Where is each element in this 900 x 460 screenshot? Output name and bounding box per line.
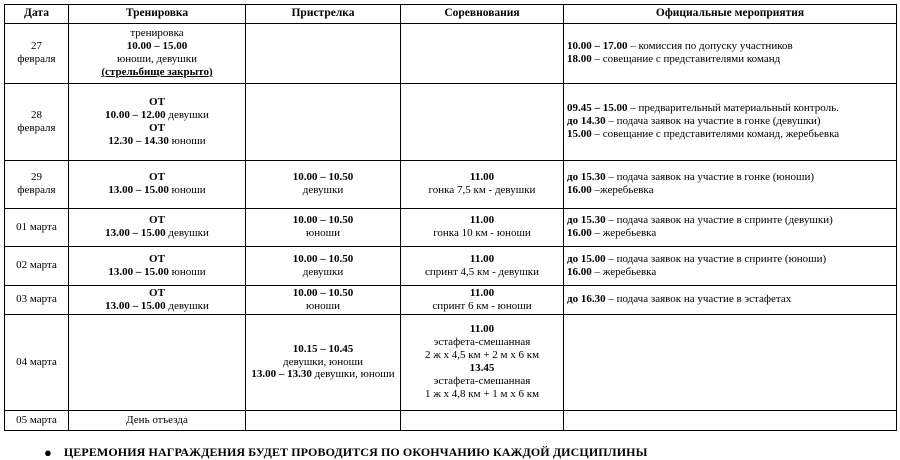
official-events-cell	[564, 208, 897, 246]
cell-line: 13.45	[469, 362, 495, 374]
official-event-entry	[567, 227, 893, 240]
cell-line: эстафета-смешанная	[433, 374, 531, 387]
cell-line: юноши	[306, 227, 340, 240]
cell-line: 10.00 – 10.50	[292, 171, 354, 184]
cell-line: юноши	[306, 299, 340, 312]
official-event-description: – жеребьевка	[591, 265, 657, 278]
official-event-entry	[567, 115, 893, 128]
official-event-entry	[567, 102, 893, 115]
date-line: 28	[31, 108, 42, 121]
cell-line: 10.00 – 10.50	[292, 214, 354, 227]
official-event-time: 15.00	[567, 128, 592, 141]
table-header	[5, 5, 897, 24]
cell-line-suffix: юноши	[168, 184, 206, 197]
cell-line-suffix: девушки, юноши	[311, 368, 395, 381]
official-events-cell	[564, 410, 897, 430]
date-line: февраля	[17, 184, 56, 197]
cell-line: 10.00 – 10.50	[292, 252, 354, 265]
zeroing-cell	[246, 83, 401, 160]
cell-line: 1 ж х 4,8 км + 1 м х 6 км	[424, 387, 540, 400]
competition-cell	[401, 23, 564, 83]
date-cell	[5, 246, 69, 285]
official-event-description: –жеребьевка	[591, 184, 654, 197]
cell-line-suffix: юноши	[168, 265, 206, 278]
official-event-time: 16.00	[567, 265, 592, 278]
cell-line: 2 ж х 4,5 км + 2 м х 6 км	[424, 349, 540, 362]
table-header-row	[5, 5, 897, 24]
official-event-description: – совещание с представителями команд	[591, 53, 781, 66]
cell-line-suffix: юноши	[168, 134, 206, 147]
official-event-entry	[567, 293, 893, 306]
training-cell	[69, 246, 246, 285]
date-cell	[5, 314, 69, 410]
cell-line: 13.00 – 13.30 девушки, юноши	[251, 368, 395, 381]
table-row	[5, 410, 897, 430]
official-events-cell	[564, 23, 897, 83]
official-event-time: до 15.00	[567, 252, 606, 265]
table-row	[5, 314, 897, 410]
cell-line: ОТ	[149, 252, 165, 265]
bullet-icon: ●	[44, 444, 52, 460]
official-event-time: до 16.30	[567, 293, 606, 306]
official-events-cell	[564, 285, 897, 314]
official-event-entry	[567, 184, 893, 197]
cell-line: 10.15 – 10.45	[292, 342, 354, 355]
competition-cell	[401, 83, 564, 160]
zeroing-cell	[246, 208, 401, 246]
footer-note-text: ЦЕРЕМОНИЯ НАГРАЖДЕНИЯ БУДЕТ ПРОВОДИТСЯ ПО ОКОНЧАНИЮ КАЖДОЙ ДИСЦИПЛИНЫ	[63, 444, 648, 459]
official-event-time: 16.00	[567, 184, 592, 197]
zeroing-cell	[246, 285, 401, 314]
cell-line: эстафета-смешанная	[433, 336, 531, 349]
cell-line: девушки	[302, 184, 344, 197]
training-cell	[69, 314, 246, 410]
competition-cell	[401, 208, 564, 246]
training-cell	[69, 160, 246, 208]
training-cell	[69, 83, 246, 160]
cell-line: гонка 10 км - юноши	[433, 227, 531, 240]
cell-line: 11.00	[469, 252, 495, 265]
column-header-zeroing: Пристрелка	[246, 5, 401, 24]
cell-line: гонка 7,5 км - девушки	[428, 184, 536, 197]
official-event-description: – комиссия по допуску участников	[627, 40, 793, 53]
cell-line: 11.00	[469, 323, 495, 336]
date-line: февраля	[17, 121, 56, 134]
training-cell	[69, 410, 246, 430]
zeroing-cell	[246, 246, 401, 285]
cell-line-suffix: девушки	[165, 299, 209, 312]
competition-cell	[401, 160, 564, 208]
zeroing-cell	[246, 314, 401, 410]
cell-line: 10.00 – 10.50	[292, 286, 354, 299]
official-events-cell	[564, 160, 897, 208]
table-row	[5, 208, 897, 246]
competition-schedule-table	[4, 4, 897, 431]
official-event-time: до 15.30	[567, 171, 606, 184]
date-cell	[5, 160, 69, 208]
table-row	[5, 23, 897, 83]
cell-line: 12.30 – 14.30 юноши	[108, 134, 206, 147]
date-line: 29	[31, 171, 42, 184]
official-event-time: 18.00	[567, 53, 592, 66]
official-event-entry	[567, 214, 893, 227]
official-event-entry	[567, 253, 893, 266]
column-header-competition: Соревнования	[401, 5, 564, 24]
training-cell	[69, 285, 246, 314]
cell-line: девушки	[302, 265, 344, 278]
cell-line: 11.00	[469, 171, 495, 184]
official-event-time: до 14.30	[567, 115, 606, 128]
official-event-description: – подача заявок на участие в гонке (девушки)	[605, 115, 821, 128]
cell-line: ОТ	[149, 95, 165, 108]
cell-line-suffix: девушки	[165, 227, 209, 240]
official-events-cell	[564, 83, 897, 160]
zeroing-cell	[246, 160, 401, 208]
competition-cell	[401, 285, 564, 314]
date-line: февраля	[17, 53, 56, 66]
table-row	[5, 246, 897, 285]
training-cell	[69, 23, 246, 83]
official-event-entry	[567, 171, 893, 184]
training-cell	[69, 208, 246, 246]
cell-line: ОТ	[149, 171, 165, 184]
date-line: 04 марта	[16, 355, 57, 368]
official-event-entry	[567, 53, 893, 66]
date-line: 27	[31, 40, 42, 53]
official-event-time: 16.00	[567, 227, 592, 240]
cell-line: 10.00 – 15.00	[126, 40, 188, 53]
cell-line: ОТ	[149, 214, 165, 227]
date-cell	[5, 285, 69, 314]
column-header-training: Тренировка	[69, 5, 246, 24]
date-cell	[5, 208, 69, 246]
cell-line: (стрельбище закрыто)	[101, 66, 213, 79]
date-line: 02 марта	[16, 259, 57, 272]
official-event-description: – подача заявок на участие в эстафетах	[605, 293, 792, 306]
competition-cell	[401, 246, 564, 285]
date-line: 03 марта	[16, 293, 57, 306]
cell-line: 13.00 – 15.00 девушки	[105, 299, 209, 312]
cell-line: ОТ	[149, 286, 165, 299]
zeroing-cell	[246, 410, 401, 430]
cell-line-suffix: девушки	[165, 108, 209, 121]
official-event-time: до 15.30	[567, 214, 606, 227]
cell-line: ОТ	[149, 121, 165, 134]
cell-line: 11.00	[469, 286, 495, 299]
date-line: 01 марта	[16, 220, 57, 233]
cell-line: тренировка	[130, 27, 184, 40]
official-event-description: – предварительный материальный контроль.	[627, 102, 839, 115]
table-body	[5, 23, 897, 430]
cell-line: 11.00	[469, 214, 495, 227]
table-row	[5, 285, 897, 314]
cell-line: девушки, юноши	[283, 355, 363, 368]
footer-note	[4, 445, 896, 460]
cell-line: 13.00 – 15.00 юноши	[108, 265, 206, 278]
competition-cell	[401, 410, 564, 430]
table-row	[5, 160, 897, 208]
official-events-cell	[564, 314, 897, 410]
cell-line: спринт 6 км - юноши	[432, 299, 532, 312]
zeroing-cell	[246, 23, 401, 83]
official-event-time: 09.45 – 15.00	[567, 102, 628, 115]
cell-line: 10.00 – 12.00 девушки	[105, 108, 209, 121]
date-cell	[5, 410, 69, 430]
official-event-description: – жеребьевка	[591, 227, 657, 240]
official-events-cell	[564, 246, 897, 285]
column-header-official-events: Официальные мероприятия	[564, 5, 897, 24]
cell-line: День отъезда	[126, 413, 188, 426]
cell-line: 13.00 – 15.00 девушки	[105, 227, 209, 240]
date-line: 05 марта	[16, 413, 57, 426]
date-cell	[5, 23, 69, 83]
official-event-entry	[567, 266, 893, 279]
date-cell	[5, 83, 69, 160]
table-row	[5, 83, 897, 160]
cell-line: спринт 4,5 км - девушки	[424, 265, 540, 278]
official-event-entry	[567, 128, 893, 141]
competition-cell	[401, 314, 564, 410]
official-event-description: – совещание с представителями команд, жеребьевка	[591, 128, 840, 141]
official-event-description: – подача заявок на участие в спринте (юноши)	[605, 252, 827, 265]
column-header-date: Дата	[5, 5, 69, 24]
cell-line: 13.00 – 15.00 юноши	[108, 184, 206, 197]
cell-line: юноши, девушки	[117, 53, 197, 66]
official-event-description: – подача заявок на участие в спринте (девушки)	[605, 214, 833, 227]
official-event-entry	[567, 40, 893, 53]
official-event-time: 10.00 – 17.00	[567, 40, 628, 53]
official-event-description: – подача заявок на участие в гонке (юноши)	[605, 171, 815, 184]
